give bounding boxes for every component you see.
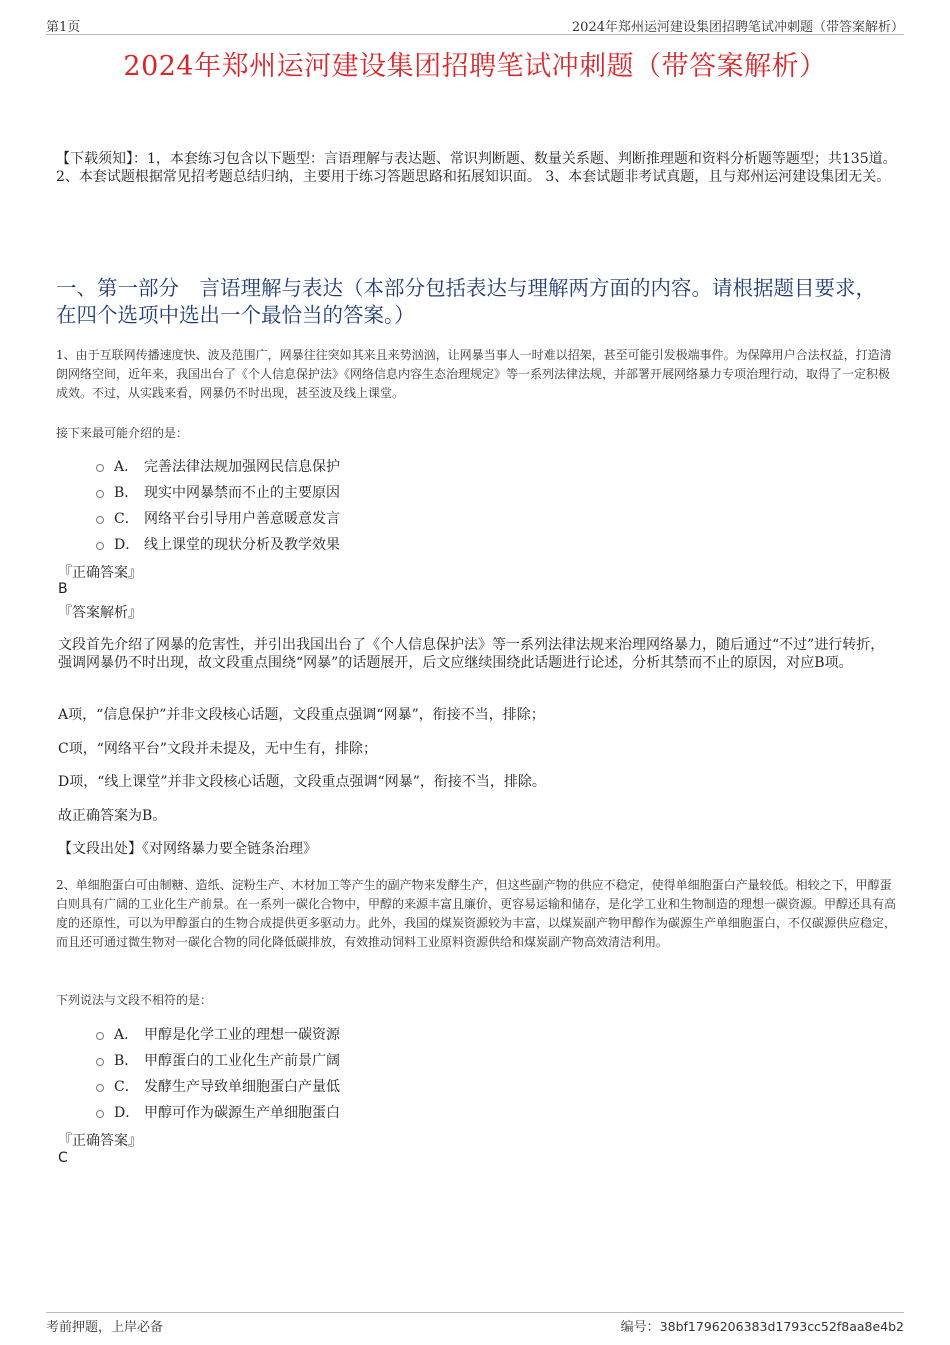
document-id-label: 编号： xyxy=(620,1320,660,1335)
radio-icon[interactable] xyxy=(96,516,104,524)
question-1-text: 1、由于互联网传播速度快、波及范围广，网暴往往突如其来且来势汹汹，让网暴当事人一时难以招架，甚至可能引发极端事件。为保障用户合法权益，打造清朗网络空间，近年来，我国出台了《个人信息保护法》《网络信息内容生态治理规定》等一系列法律法规，并部署开展网络暴力专项治理行动，取得了一定积极成效。不过，从实践来看，网暴仍不时出现，甚至波及线上课堂。 xyxy=(56,348,892,400)
question-2-prompt: 下列说法与文段不相符的是： xyxy=(56,993,213,1007)
analysis-option-c: C项，“网络平台”文段并未提及，无中生有，排除； xyxy=(58,741,378,757)
page-footer xyxy=(46,1312,904,1335)
question-2-options xyxy=(96,1021,340,1125)
header-doc-title: 2024年郑州运河建设集团招聘笔试冲刺题（带答案解析） xyxy=(571,20,904,35)
download-notice: 【下载须知】：1，本套练习包含以下题型：言语理解与表达题、常识判断题、数量关系题、判断推理题和资料分析题等题型；共135道。 2、本套试题根据常见招考题总结归纳，主要用于练习答题思路和拓展知识面。 3、本套试题非考试真题，且与郑州运河建设集团无关。 xyxy=(56,151,897,185)
footer-slogan: 考前押题，上岸必备 xyxy=(46,1320,164,1335)
radio-icon[interactable] xyxy=(96,1084,104,1092)
correct-answer: C xyxy=(58,1150,68,1166)
page-header xyxy=(46,14,904,35)
document-id-value: 38bf1796206383d1793cc52f8aa8e4b2 xyxy=(659,1319,904,1334)
radio-icon[interactable] xyxy=(96,1058,104,1066)
radio-icon[interactable] xyxy=(96,464,104,472)
analysis-conclusion: 故正确答案为B。 xyxy=(58,808,167,824)
correct-answer-label: 『正确答案』 xyxy=(58,565,142,581)
analysis-option-a: A项，“信息保护”并非文段核心话题，文段重点强调“网暴”，衔接不当，排除； xyxy=(58,707,545,723)
radio-icon[interactable] xyxy=(96,1110,104,1118)
option-d[interactable]: D． 线上课堂的现状分析及教学效果 xyxy=(96,531,340,557)
option-b[interactable]: B． 现实中网暴禁而不止的主要原因 xyxy=(96,479,340,505)
document-id xyxy=(621,1316,904,1335)
page-number: 第1页 xyxy=(46,20,81,35)
correct-answer-label: 『正确答案』 xyxy=(58,1133,142,1149)
text-source: 【文段出处】《对网络暴力要全链条治理》 xyxy=(58,841,317,857)
analysis-label: 『答案解析』 xyxy=(58,605,142,621)
option-a[interactable]: A． 甲醇是化学工业的理想一碳资源 xyxy=(96,1021,340,1047)
radio-icon[interactable] xyxy=(96,490,104,498)
analysis-option-d: D项，“线上课堂”并非文段核心话题，文段重点强调“网暴”，衔接不当，排除。 xyxy=(58,774,546,790)
section-heading: 一、第一部分 言语理解与表达（本部分包括表达与理解两方面的内容。请根据题目要求，在四个选项中选出一个最恰当的答案。） xyxy=(56,276,876,327)
page-title: 2024年郑州运河建设集团招聘笔试冲刺题（带答案解析） xyxy=(123,51,827,82)
radio-icon[interactable] xyxy=(96,1032,104,1040)
question-1-options xyxy=(96,453,340,557)
correct-answer: B xyxy=(58,581,68,597)
option-a[interactable]: A． 完善法律法规加强网民信息保护 xyxy=(96,453,340,479)
option-d[interactable]: D． 甲醇可作为碳源生产单细胞蛋白 xyxy=(96,1099,340,1125)
analysis-paragraph: 文段首先介绍了网暴的危害性，并引出我国出台了《个人信息保护法》等一系列法律法规来治理网络暴力，随后通过“不过”进行转折，强调网暴仍不时出现，故文段重点围绕“网暴”的话题展开，后文应继续围绕此话题进行论述，分析其禁而不止的原因，对应B项。 xyxy=(58,637,885,671)
radio-icon[interactable] xyxy=(96,542,104,550)
option-b[interactable]: B． 甲醇蛋白的工业化生产前景广阔 xyxy=(96,1047,340,1073)
option-c[interactable]: C． 发酵生产导致单细胞蛋白产量低 xyxy=(96,1073,340,1099)
option-c[interactable]: C． 网络平台引导用户善意暖意发言 xyxy=(96,505,340,531)
question-1-prompt: 接下来最可能介绍的是： xyxy=(56,426,189,440)
question-2-text: 2、单细胞蛋白可由制糖、造纸、淀粉生产、木材加工等产生的副产物来发酵生产，但这些副产物的供应不稳定，使得单细胞蛋白产量较低。相较之下，甲醇蛋白则具有广阔的工业化生产前景。在一系列一碳化合物中，甲醇的来源丰富且廉价，更容易运输和储存，是化学工业和生物制造的理想一碳资源。甲醇还具有高度的还原性，可以为甲醇蛋白的生物合成提供更多驱动力。此外，我国的煤炭资源较为丰富，以煤炭副产物甲醇作为碳源生产单细胞蛋白，不仅碳源供应稳定，而且还可通过微生物对一碳化合物的同化降低碳排放，有效推动饲料工业原料资源供给和煤炭副产物高效清洁利用。 xyxy=(56,878,897,949)
